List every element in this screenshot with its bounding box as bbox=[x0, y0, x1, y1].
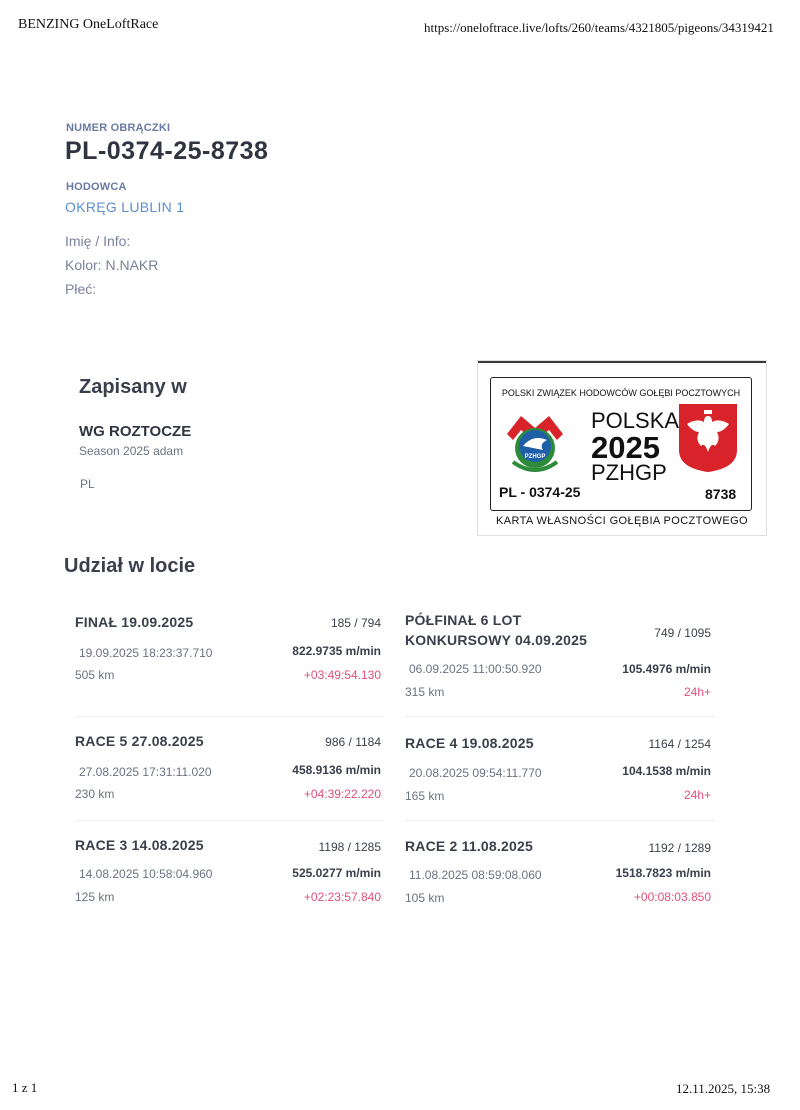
pigeon-color: Kolor: N.NAKR bbox=[65, 257, 159, 273]
race-time-delta: +04:39:22.220 bbox=[303, 787, 381, 801]
race-arrival-time: 11.08.2025 08:59:08.060 bbox=[409, 868, 542, 882]
race-speed: 458.9136 m/min bbox=[292, 763, 381, 777]
race-arrival-time: 14.08.2025 10:58:04.960 bbox=[79, 867, 213, 881]
breeder-link[interactable]: OKRĘG LUBLIN 1 bbox=[65, 199, 185, 215]
race-arrival-time: 20.08.2025 09:54:11.770 bbox=[409, 766, 542, 780]
race-name[interactable]: RACE 5 27.08.2025 bbox=[75, 733, 204, 749]
ownership-card-image bbox=[478, 361, 766, 535]
ring-number: PL-0374-25-8738 bbox=[65, 137, 269, 165]
polish-eagle-emblem-icon bbox=[677, 402, 739, 474]
breeder-label: HODOWCA bbox=[66, 181, 127, 193]
race-card[interactable] bbox=[75, 612, 385, 708]
race-position: 749 / 1095 bbox=[654, 626, 711, 640]
race-position: 1192 / 1289 bbox=[648, 841, 711, 855]
race-card[interactable] bbox=[405, 836, 715, 932]
race-card[interactable] bbox=[75, 835, 385, 931]
race-name[interactable]: PÓŁFINAŁ 6 LOT KONKURSOWY 04.09.2025 bbox=[405, 612, 588, 648]
card-year: 2025 bbox=[591, 430, 660, 465]
race-distance: 230 km bbox=[75, 787, 115, 801]
print-date: 12.11.2025, 15:38 bbox=[676, 1081, 771, 1096]
race-position: 1164 / 1254 bbox=[648, 737, 711, 751]
row-divider bbox=[75, 820, 385, 821]
race-time-delta: +00:08:03.850 bbox=[633, 890, 711, 904]
race-speed: 525.0277 m/min bbox=[292, 866, 381, 880]
race-arrival-time: 27.08.2025 17:31:11.020 bbox=[79, 765, 212, 779]
race-name[interactable]: RACE 3 14.08.2025 bbox=[75, 837, 204, 853]
card-association-name: POLSKI ZWIĄZEK HODOWCÓW GOŁĘBI POCZTOWYCH bbox=[501, 388, 741, 398]
pzhgp-logo-text: PZHGP bbox=[524, 454, 546, 460]
card-pzhgp-text: PZHGP bbox=[591, 460, 667, 485]
card-title: KARTA WŁASNOŚCI GOŁĘBIA POCZTOWEGO bbox=[496, 515, 748, 527]
race-participation-heading: Udział w locie bbox=[64, 555, 196, 577]
card-polska-text: POLSKA bbox=[591, 408, 680, 433]
race-card[interactable] bbox=[75, 731, 385, 827]
race-time-delta: +03:49:54.130 bbox=[303, 668, 381, 682]
pzhgp-logo-icon bbox=[499, 404, 571, 480]
row-divider bbox=[405, 820, 715, 821]
race-distance: 125 km bbox=[75, 890, 115, 904]
ring-number-label: NUMER OBRĄCZKI bbox=[66, 122, 171, 134]
pigeon-name-info: Imię / Info: bbox=[65, 233, 131, 249]
race-time-delta: 24h+ bbox=[683, 685, 711, 699]
race-name[interactable]: RACE 2 11.08.2025 bbox=[405, 838, 533, 854]
ownership-card-frame bbox=[490, 377, 752, 511]
race-speed: 822.9735 m/min bbox=[292, 644, 381, 658]
registered-season: Season 2025 adam bbox=[79, 444, 184, 458]
race-card[interactable] bbox=[405, 733, 715, 829]
print-header-url: https://oneloftrace.live/lofts/260/teams/4321805/pigeons/34319421 bbox=[424, 20, 774, 35]
row-divider bbox=[75, 716, 385, 717]
race-arrival-time: 19.09.2025 18:23:37.710 bbox=[79, 646, 213, 660]
race-speed: 104.1538 m/min bbox=[622, 764, 711, 778]
race-distance: 315 km bbox=[405, 685, 445, 699]
race-name[interactable]: RACE 4 19.08.2025 bbox=[405, 735, 534, 751]
pigeon-sex: Płeć: bbox=[65, 281, 97, 297]
race-distance: 165 km bbox=[405, 789, 445, 803]
print-header-title: BENZING OneLoftRace bbox=[18, 17, 159, 32]
race-distance: 105 km bbox=[405, 891, 445, 905]
registered-team-link[interactable]: WG ROZTOCZE bbox=[79, 423, 192, 440]
race-name[interactable]: FINAŁ 19.09.2025 bbox=[75, 614, 194, 630]
race-time-delta: 24h+ bbox=[683, 788, 711, 802]
race-speed: 105.4976 m/min bbox=[622, 662, 711, 676]
race-arrival-time: 06.09.2025 11:00:50.920 bbox=[409, 662, 542, 676]
race-distance: 505 km bbox=[75, 668, 115, 682]
row-divider bbox=[405, 716, 715, 717]
registered-in-heading: Zapisany w bbox=[79, 376, 187, 398]
race-position: 1198 / 1285 bbox=[318, 840, 381, 854]
race-speed: 1518.7823 m/min bbox=[615, 866, 711, 880]
race-position: 185 / 794 bbox=[330, 616, 381, 630]
registered-country: PL bbox=[80, 477, 95, 491]
race-card[interactable] bbox=[405, 610, 715, 706]
card-ring-number: PL - 0374-25 bbox=[499, 484, 581, 500]
race-time-delta: +02:23:57.840 bbox=[303, 890, 381, 904]
card-serial-number: 8738 bbox=[705, 486, 737, 502]
print-page-count: 1 z 1 bbox=[12, 1080, 38, 1095]
race-position: 986 / 1184 bbox=[325, 735, 381, 749]
